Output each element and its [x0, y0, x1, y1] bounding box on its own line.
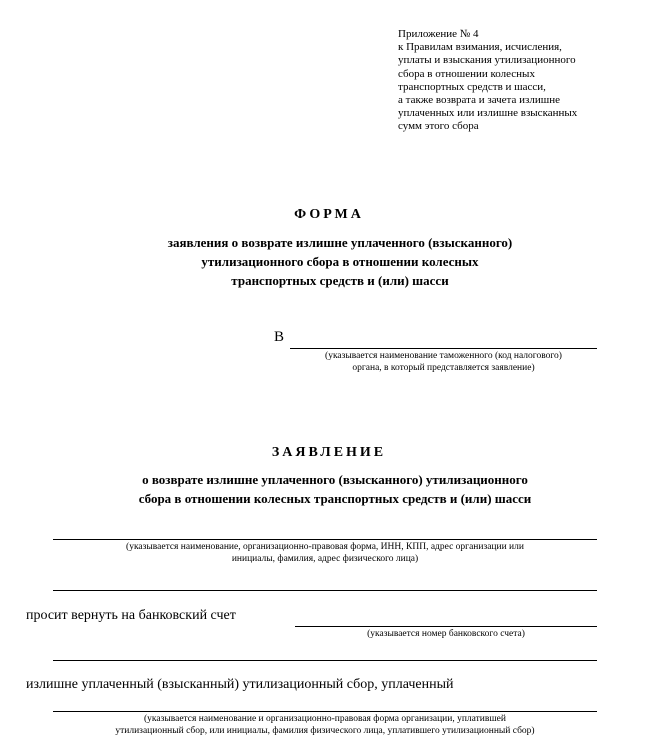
statement-subtitle-line: о возврате излишне уплаченного (взысканного) утилизационного — [142, 472, 528, 487]
payer-label: излишне уплаченный (взысканный) утилизационный сбор, уплаченный — [26, 677, 454, 692]
applicant-underline — [53, 539, 597, 540]
appendix-line: уплаты и взыскания утилизационного — [398, 54, 576, 67]
statement-subtitle — [40, 470, 630, 508]
appendix-line: а также возврата и зачета излишне — [398, 94, 560, 107]
statement-subtitle-line: сбора в отношении колесных транспортных средств и (или) шасси — [138, 491, 532, 506]
recipient-label: В — [274, 329, 285, 345]
bank-account-extra-underline — [53, 660, 597, 661]
appendix-line: уплаченных или излишне взысканных — [398, 107, 578, 120]
recipient-underline — [290, 348, 597, 349]
recipient-hint-line: органа, в который представляется заявление) — [352, 363, 535, 373]
appendix-note — [398, 28, 613, 134]
form-subtitle-line: утилизационного сбора в отношении колесных — [201, 254, 479, 269]
payer-underline — [53, 711, 597, 712]
form-subtitle — [100, 233, 580, 290]
form-subtitle-line: заявления о возврате излишне уплаченного (взысканного) — [167, 235, 513, 250]
recipient-hint-line: (указывается наименование таможенного (код налогового) — [325, 351, 562, 361]
applicant-hint-line: инициалы, фамилия, адрес физического лица) — [231, 554, 419, 564]
appendix-line: сумм этого сбора — [398, 120, 479, 133]
form-title: ФОРМА — [294, 207, 364, 222]
applicant-hint-line: (указывается наименование, организационно-правовая форма, ИНН, КПП, адрес организации или — [126, 542, 524, 552]
appendix-line: к Правилам взимания, исчисления, — [398, 41, 562, 54]
appendix-line: сбора в отношении колесных — [398, 67, 535, 80]
payer-hint — [20, 713, 630, 737]
bank-account-hint: (указывается номер банковского счета) — [367, 629, 525, 639]
appendix-line: транспортных средств и шасси, — [398, 80, 546, 93]
payer-hint-line: (указывается наименование и организационно-правовая форма организации, уплатившей — [144, 714, 506, 724]
payer-hint-line: утилизационный сбор, или инициалы, фамилия физического лица, уплатившего утилизационный сбор) — [115, 726, 535, 736]
statement-title: ЗАЯВЛЕНИЕ — [271, 445, 387, 460]
bank-account-label: просит вернуть на банковский счет — [26, 608, 236, 623]
applicant-hint — [53, 541, 597, 565]
applicant-extra-underline — [53, 590, 597, 591]
bank-account-underline — [295, 626, 597, 627]
appendix-line: Приложение № 4 — [398, 28, 479, 40]
recipient-hint — [290, 350, 597, 374]
form-subtitle-line: транспортных средств и (или) шасси — [231, 273, 449, 288]
